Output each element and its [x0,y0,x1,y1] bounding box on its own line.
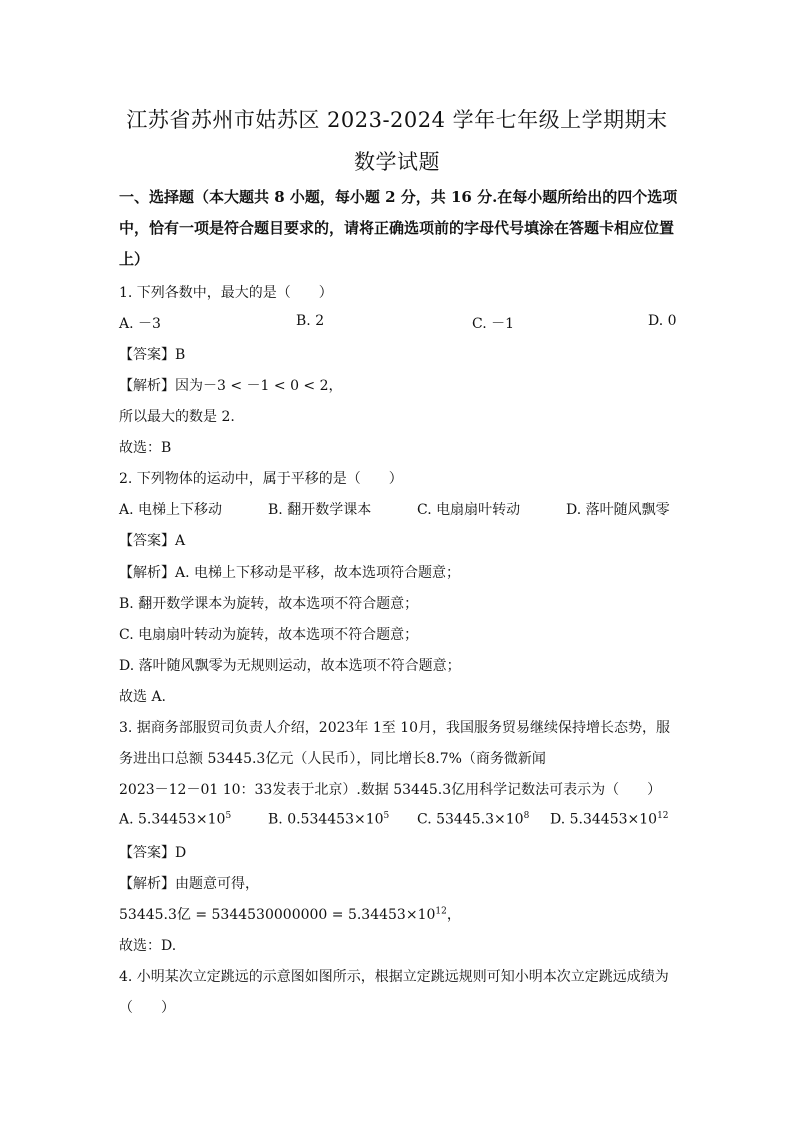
q4-stem-line: （ ） [119,1000,175,1016]
q1-option-a: A. －3 [119,316,161,332]
q3-stem-line: 3. 据商务部服贸司负责人介绍，2023年 1至 10月，我国服务贸易继续保持增长态势，服 [119,720,671,736]
section-heading: 一、选择题（本大题共 8 小题，每小题 2 分，共 16 分.在每小题所给出的四个选项中，恰有一项是符合题目要求的，请将正确选项前的字母代号填涂在答题卡相应位置上） [119,188,678,268]
q1-analysis-line: 所以最大的数是 2. [119,409,235,425]
q3-conclusion: 故选：D. [119,938,177,954]
q2-option-b: B. 翻开数学课本 [268,502,372,518]
q1-answer: 【答案】B [119,347,186,363]
q3-stem-line: 2023－12－01 10：33发表于北京）.数据 53445.3亿用科学记数法可表示为（ ） [119,782,662,798]
q3-option-d: D. $5.34453\times 10^{12}$ [550,811,669,828]
q1-analysis-line: 【解析】因为－3 < －1 < 0 < 2， [119,378,343,394]
doc-title: 江苏省苏州市姑苏区 2023-2024 学年七年级上学期期末 [126,108,668,132]
q2-analysis-line: 【解析】A. 电梯上下移动是平移，故本选项符合题意； [119,565,461,581]
q2-option-a: A. 电梯上下移动 [119,502,223,518]
q2-option-d: D. 落叶随风飘零 [566,502,670,518]
q3-analysis-line: 【解析】由题意可得， [119,876,259,892]
q1-stem: 1. 下列各数中，最大的是（ ） [119,285,333,301]
q1-option-d: D. 0 [648,313,677,329]
q3-option-c: C. $53445.3\times 10^8$ [417,811,530,828]
q3-answer: 【答案】D [119,845,187,861]
doc-subtitle: 数学试题 [354,150,440,174]
q3-stem-line: 务进出口总额 53445.3亿元（人民币），同比增长8.7%（商务微新闻 [119,751,546,767]
q4-stem-line: 4. 小明某次立定跳远的示意图如图所示，根据立定跳远规则可知小明本次立定跳远成绩为 [119,969,669,985]
q2-analysis-line: B. 翻开数学课本为旋转，故本选项不符合题意； [119,596,419,612]
q1-option-c: C. －1 [472,316,515,332]
q3-option-b: B. $0.534453\times 10^5$ [268,811,390,828]
q3-option-a: A. $5.34453\times 10^5$ [119,811,232,828]
q2-analysis-line: D. 落叶随风飘零为无规则运动，故本选项不符合题意； [119,658,461,674]
q2-answer: 【答案】A [119,533,186,549]
q2-analysis-line: C. 电扇扇叶转动为旋转，故本选项不符合题意； [119,627,419,643]
q2-analysis-line: 故选 A. [119,689,167,705]
q1-option-b: B. 2 [296,313,325,329]
q1-analysis-line: 故选：B [119,440,172,456]
q2-option-c: C. 电扇扇叶转动 [417,502,521,518]
q2-stem: 2. 下列物体的运动中，属于平移的是（ ） [119,471,403,487]
q3-formula: 53445.3亿 = $5344530000000 = 5.34453\times 10^{12}$， [119,906,461,923]
